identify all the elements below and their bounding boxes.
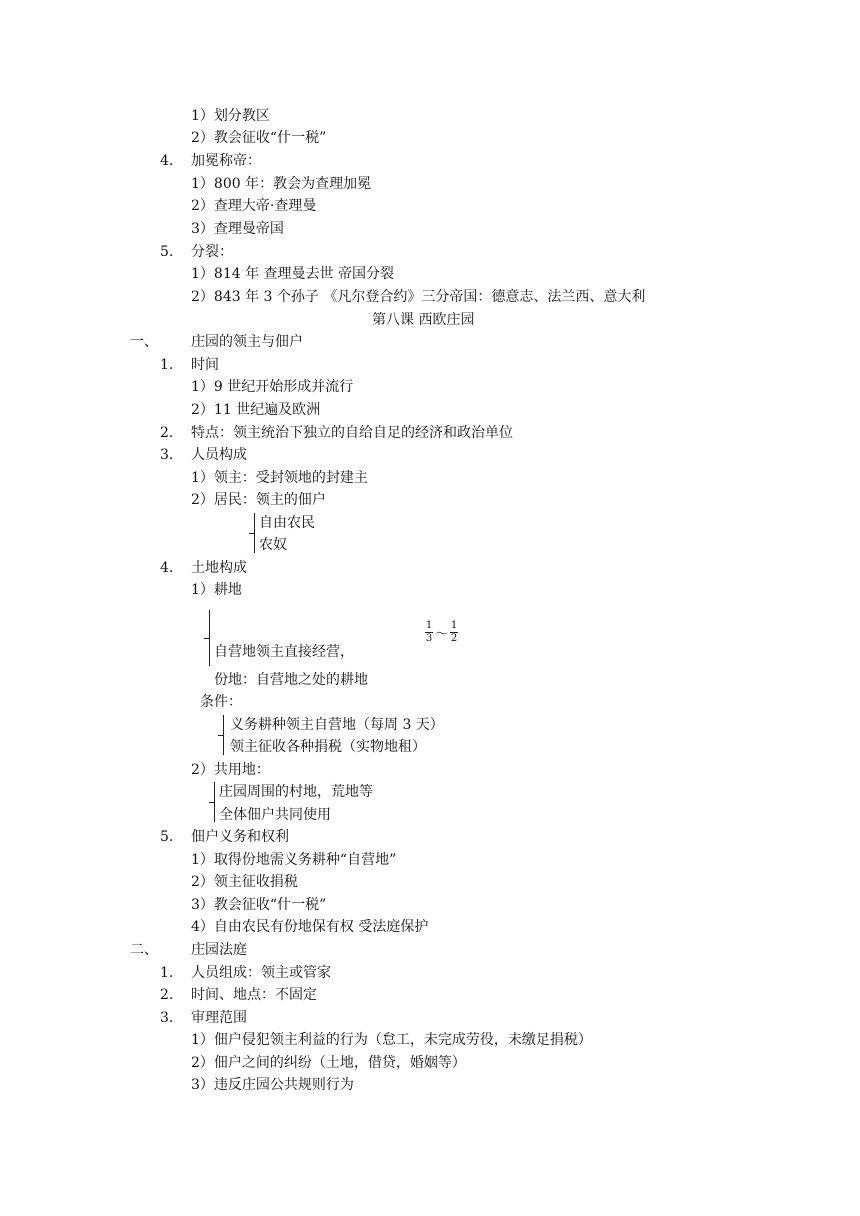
line-serf: 农奴 — [259, 537, 287, 553]
fraction-one-half — [450, 621, 458, 644]
line-residents: 2）居民：领主的佃户 — [191, 492, 326, 508]
item-scope: 审理范围 — [191, 1010, 247, 1026]
fraction-denominator: 2 — [450, 633, 458, 644]
line-charlemagne: 2）查理大帝·查理曼 — [191, 198, 317, 214]
line-843: 2）843 年 3 个孙子 《凡尔登合约》三分帝国：德意志、法兰西、意大利 — [191, 289, 646, 305]
line-814: 1）814 年 查理曼去世 帝国分裂 — [191, 266, 394, 282]
item-feature: 特点：领主统治下独立的自给自足的经济和政治单位 — [191, 425, 513, 441]
line-taxes: 领主征收各种捐税（实物地租） — [230, 739, 426, 755]
item-time: 时间 — [191, 357, 219, 373]
item-number: 5. — [160, 829, 174, 845]
line-infringement: 1）佃户侵犯领主利益的行为（怠工，未完成劳役，未缴足捐税） — [191, 1032, 592, 1048]
line-divide-parish: 1）划分教区 — [191, 108, 270, 124]
line-obtain-share: 1）取得份地需义务耕种“自营地” — [191, 852, 397, 868]
item-number: 3. — [160, 1010, 174, 1026]
brace — [209, 610, 210, 666]
item-coronation: 加冕称帝： — [191, 153, 261, 169]
brace — [223, 715, 224, 755]
item-land: 土地构成 — [191, 560, 247, 576]
line-800: 1）800 年：教会为查理加冕 — [191, 176, 372, 192]
item-time-place: 时间、地点：不固定 — [191, 987, 317, 1003]
line-lord: 1）领主：受封领地的封建主 — [191, 470, 368, 486]
item-split: 分裂： — [191, 244, 233, 260]
section-number: 一、 — [130, 334, 158, 350]
line-demesne: 自营地领主直接经营， — [214, 644, 354, 660]
brace — [254, 513, 255, 553]
line-conditions: 条件： — [200, 694, 242, 710]
line-tithe: 2）教会征收“什一税” — [191, 130, 327, 146]
line-labor-duty: 义务耕种领主自营地（每周 3 天） — [230, 717, 444, 733]
line-tenure-right: 4）自由农民有份地保有权 受法庭保护 — [191, 919, 429, 935]
line-share-land: 份地：自营地之处的耕地 — [214, 672, 368, 688]
fraction-range — [425, 621, 458, 644]
section-lord-tenant: 庄园的领主与佃户 — [191, 334, 303, 350]
item-members: 人员组成：领主或管家 — [191, 965, 331, 981]
line-9th-century: 1）9 世纪开始形成并流行 — [191, 379, 354, 395]
item-number: 1. — [160, 357, 174, 373]
item-duties-rights: 佃户义务和权利 — [191, 829, 289, 845]
line-lord-tax: 2）领主征收捐税 — [191, 874, 298, 890]
tilde: ～ — [435, 627, 449, 642]
item-number: 5. — [160, 244, 174, 260]
line-church-tithe: 3）教会征收“什一税” — [191, 897, 327, 913]
section-number: 二、 — [130, 942, 158, 958]
line-free-peasant: 自由农民 — [259, 515, 315, 531]
item-personnel: 人员构成 — [191, 447, 247, 463]
line-rules-violation: 3）违反庄园公共规则行为 — [191, 1077, 354, 1093]
line-common-land: 2）共用地： — [191, 762, 270, 778]
brace — [214, 782, 215, 822]
fraction-numerator: 1 — [450, 620, 458, 631]
section-manor-court: 庄园法庭 — [191, 942, 247, 958]
item-number: 1. — [160, 965, 174, 981]
fraction-denominator: 3 — [425, 633, 433, 644]
line-disputes: 2）佃户之间的纠纷（土地，借贷，婚姻等） — [191, 1055, 466, 1071]
fraction-one-third — [425, 621, 433, 644]
line-empire: 3）查理曼帝国 — [191, 221, 284, 237]
line-farmland: 1）耕地 — [191, 582, 242, 598]
line-shared-use: 全体佃户共同使用 — [219, 807, 331, 823]
item-number: 2. — [160, 987, 174, 1003]
lesson-title: 第八课 西欧庄园 — [372, 312, 475, 328]
fraction-numerator: 1 — [425, 620, 433, 631]
line-11th-century: 2）11 世纪遍及欧洲 — [191, 402, 321, 418]
item-number: 4. — [160, 153, 174, 169]
item-number: 4. — [160, 560, 174, 576]
item-number: 2. — [160, 425, 174, 441]
line-village-land: 庄园周围的村地，荒地等 — [219, 784, 373, 800]
item-number: 3. — [160, 447, 174, 463]
